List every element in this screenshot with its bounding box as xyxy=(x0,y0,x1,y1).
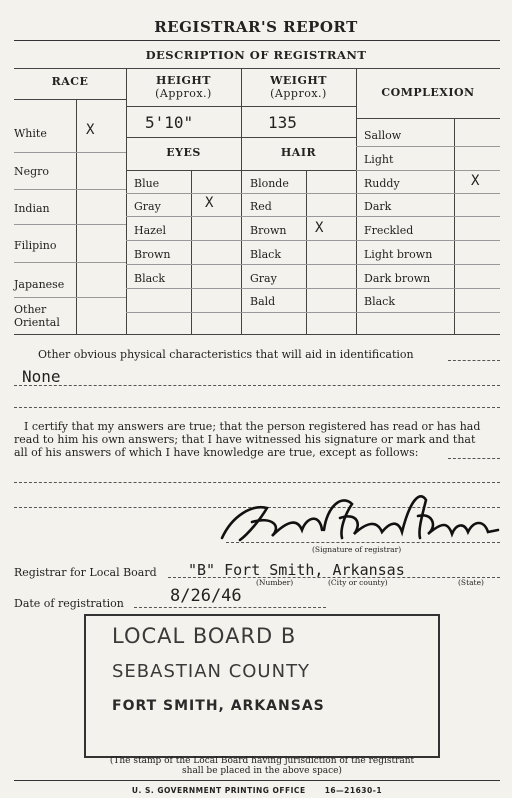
eyes-option-black: Black xyxy=(134,272,165,285)
local-board-caption-number: (Number) xyxy=(256,578,294,587)
hair-option-blonde: Blonde xyxy=(250,177,289,190)
table-border-top xyxy=(14,68,500,69)
eyes-option-brown: Brown xyxy=(134,248,171,261)
race-header: RACE xyxy=(51,75,89,88)
registration-date-line xyxy=(134,607,326,608)
stamp-line3: FORT SMITH, ARKANSAS xyxy=(112,698,325,714)
eyes-hair-row-rule xyxy=(126,288,356,289)
certification-line2: read to him his own answers; that I have witnessed his signature or mark and that xyxy=(14,433,476,446)
weight-header-line1: WEIGHT xyxy=(270,74,327,87)
race-row-rule xyxy=(14,189,126,190)
eyes-hair-row-rule xyxy=(126,312,356,313)
complexion-option-dark-brown: Dark brown xyxy=(364,272,431,285)
hair-option-black: Black xyxy=(250,248,281,261)
height-value: 5'10" xyxy=(145,113,194,132)
weight-header-line2: (Approx.) xyxy=(270,87,327,100)
complexion-option-light: Light xyxy=(364,153,394,166)
hair-option-gray: Gray xyxy=(250,272,277,285)
hair-option-brown: Brown xyxy=(250,224,287,237)
local-board-label: Registrar for Local Board xyxy=(14,566,157,579)
certification-line3: all of his answers of which I have knowledge are true, except as follows: xyxy=(14,446,419,459)
blank-line xyxy=(14,407,500,408)
title-rule xyxy=(14,40,500,41)
complexion-option-ruddy: Ruddy xyxy=(364,177,400,190)
eyes-hair-row-rule xyxy=(126,193,356,194)
hair-option-red: Red xyxy=(250,200,272,213)
complexion-row-rule xyxy=(356,216,500,217)
race-option-white: White xyxy=(14,127,47,140)
local-board-caption-city: (City or county) xyxy=(328,578,388,587)
stamp-caption-line1: (The stamp of the Local Board having jurisdiction of the registrant xyxy=(109,756,415,766)
race-header-rule xyxy=(14,99,126,100)
complexion-row-rule xyxy=(356,170,500,171)
registration-date-value: 8/26/46 xyxy=(170,586,242,606)
registrar-signature xyxy=(212,486,502,546)
eyes-hair-row-rule xyxy=(126,216,356,217)
footer xyxy=(14,786,500,795)
race-mark: X xyxy=(86,122,95,138)
hw-header-rule xyxy=(126,106,356,107)
eyes-option-gray: Gray xyxy=(134,200,161,213)
complexion-header: COMPLEXION xyxy=(381,86,475,99)
race-option-japanese: Japanese xyxy=(14,278,65,291)
stamp-line2: SEBASTIAN COUNTY xyxy=(112,661,311,682)
complexion-header-rule xyxy=(356,118,500,119)
race-option-indian: Indian xyxy=(14,202,50,215)
eyes-option-hazel: Hazel xyxy=(134,224,166,237)
characteristics-line xyxy=(448,360,500,361)
eyes-header: EYES xyxy=(166,146,201,159)
height-header-line2: (Approx.) xyxy=(155,87,212,100)
weight-value: 135 xyxy=(268,113,297,132)
registration-date-label: Date of registration xyxy=(14,597,124,610)
race-option-negro: Negro xyxy=(14,165,50,178)
stamp-line1: LOCAL BOARD B xyxy=(112,624,297,648)
complexion-row-rule xyxy=(356,264,500,265)
local-board-caption-state: (State) xyxy=(458,578,484,587)
signature-caption: (Signature of registrar) xyxy=(312,545,402,554)
complexion-mark-col xyxy=(454,118,455,334)
characteristics-prompt: Other obvious physical characteristics that will aid in identification xyxy=(38,348,414,361)
hair-mark: X xyxy=(315,220,324,236)
complexion-row-rule xyxy=(356,288,500,289)
characteristics-value-line xyxy=(14,385,500,386)
weight-header xyxy=(241,74,356,100)
race-row-rule xyxy=(14,297,126,298)
report-title: REGISTRAR'S REPORT xyxy=(154,18,358,36)
race-row-rule xyxy=(14,262,126,263)
complexion-row-rule xyxy=(356,146,500,147)
stamp-caption xyxy=(84,756,440,776)
eyes-hair-header-rule xyxy=(126,170,356,171)
footer-printer: U. S. GOVERNMENT PRINTING OFFICE xyxy=(131,786,306,795)
certification-text xyxy=(14,420,500,459)
eyes-mark-col xyxy=(191,170,192,334)
height-header-line1: HEIGHT xyxy=(156,74,211,87)
col-eyes-divider xyxy=(241,68,242,334)
race-mark-col xyxy=(76,99,77,334)
hair-mark-col xyxy=(306,170,307,334)
eyes-mark: X xyxy=(205,195,214,211)
complexion-option-light-brown: Light brown xyxy=(364,248,433,261)
eyes-option-blue: Blue xyxy=(134,177,160,190)
complexion-option-dark: Dark xyxy=(364,200,392,213)
height-header xyxy=(126,74,241,100)
complexion-mark: X xyxy=(471,173,480,189)
race-row-rule xyxy=(14,224,126,225)
footer-form-number: 16—21630-1 xyxy=(324,786,383,795)
complexion-option-black: Black xyxy=(364,295,395,308)
certification-line1: I certify that my answers are true; that the person registered has read or has had xyxy=(24,420,481,433)
complexion-row-rule xyxy=(356,193,500,194)
hair-header: HAIR xyxy=(280,146,317,159)
table-border-bottom xyxy=(14,334,500,335)
hw-value-rule xyxy=(126,137,356,138)
complexion-option-sallow: Sallow xyxy=(364,129,402,142)
eyes-hair-row-rule xyxy=(126,264,356,265)
eyes-hair-row-rule xyxy=(126,240,356,241)
complexion-row-rule xyxy=(356,312,500,313)
footer-rule xyxy=(14,780,500,781)
col-hair-divider xyxy=(356,68,357,334)
hair-option-bald: Bald xyxy=(250,295,276,308)
cert-line xyxy=(448,458,500,459)
col-race-divider xyxy=(126,68,127,334)
signature-line xyxy=(226,542,500,543)
stamp-caption-line2: shall be placed in the above space) xyxy=(182,766,342,776)
race-row-rule xyxy=(14,152,126,153)
complexion-row-rule xyxy=(356,240,500,241)
section-subtitle: DESCRIPTION OF REGISTRANT xyxy=(145,48,367,62)
race-option-other-oriental: Other Oriental xyxy=(14,303,60,329)
characteristics-value: None xyxy=(22,367,61,386)
cert-blank-line xyxy=(14,482,500,483)
complexion-option-freckled: Freckled xyxy=(364,224,414,237)
race-option-filipino: Filipino xyxy=(14,239,57,252)
local-board-value: "B" Fort Smith, Arkansas xyxy=(188,561,405,579)
